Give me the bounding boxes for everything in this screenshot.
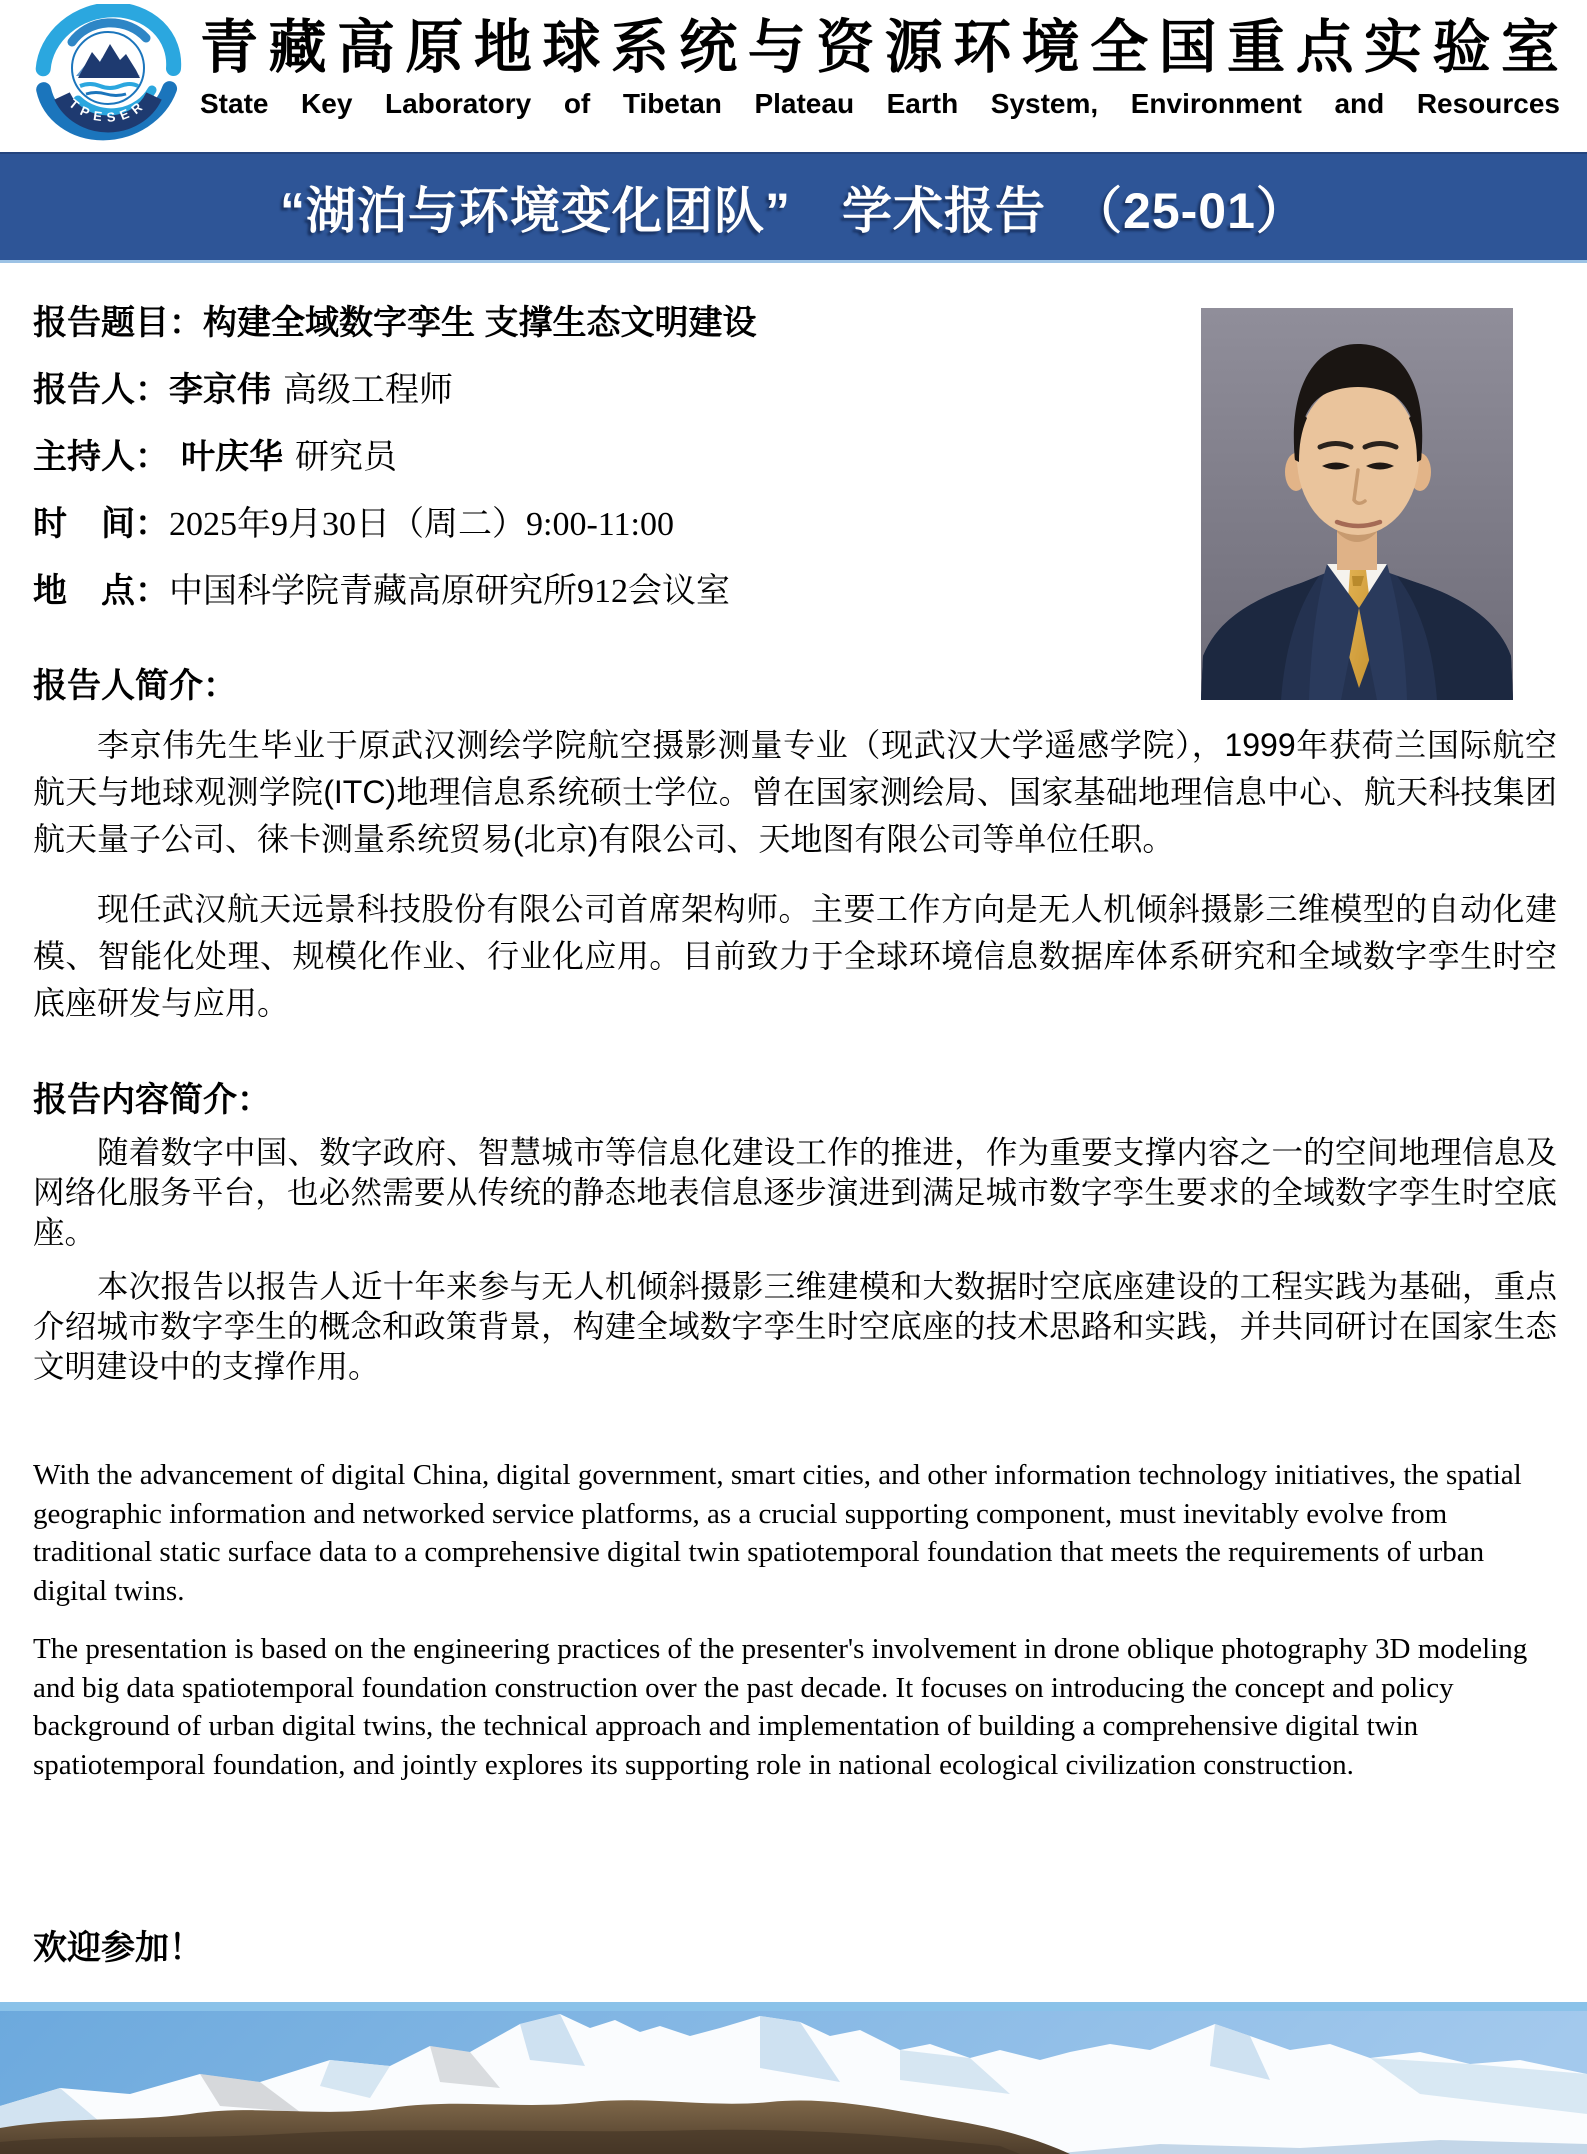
topic-label: 报告题目： <box>33 304 203 342</box>
time-label: 时 间： <box>33 505 169 543</box>
info-row-time <box>33 507 1183 542</box>
abstract-paragraph-1: 随着数字中国、数字政府、智慧城市等信息化建设工作的推进，作为重要支撑内容之一的空间地理信息及网络化服务平台，也必然需要从传统的静态地表信息逐步演进到满足城市数字孪生要求的全域数字孪生时空底座。 <box>33 1134 1557 1250</box>
abstract-en-paragraph-1: With the advancement of digital China, digital government, smart cities, and other information technology initiatives, the spatial geographic information and networked service platforms, as a crucial supporting component, must inevitably evolve from traditional static surface data to a comprehensive digital twin spatiotemporal foundation that meets the requirements of urban digital twins. <box>33 1459 1522 1607</box>
face <box>1297 381 1419 535</box>
topic-value: 构建全域数字孪生 支撑生态文明建设 <box>203 304 757 342</box>
info-row-speaker <box>33 373 1183 408</box>
abstract-paragraph-2: 本次报告以报告人近十年来参与无人机倾斜摄影三维建模和大数据时空底座建设的工程实践为基础，重点介绍城市数字孪生的概念和政策背景，构建全域数字孪生时空底座的技术思路和实践，并共同研讨在国家生态文明建设中的支撑作用。 <box>33 1268 1557 1384</box>
lab-logo-icon <box>28 4 188 148</box>
speaker-label: 报告人： <box>33 371 169 409</box>
host-name: 叶庆华 <box>181 438 283 476</box>
lab-titles <box>200 10 1560 121</box>
info-row-host <box>33 440 1183 475</box>
seminar-banner-title: “湖泊与环境变化团队” 学术报告 （25-01） <box>280 183 1307 239</box>
speaker-photo <box>1201 308 1513 700</box>
abstract-heading: 报告内容简介： <box>33 1081 271 1119</box>
bio-paragraph-2: 现任武汉航天远景科技股份有限公司首席架构师。主要工作方向是无人机倾斜摄影三维模型的自动化建模、智能化处理、规模化作业、行业化应用。目前致力于全球环境信息数据库体系研究和全域数字孪生时空底座研发与应用。 <box>33 891 1557 1021</box>
info-row-topic <box>33 306 1183 341</box>
bio-heading: 报告人简介： <box>33 667 237 705</box>
venue-label: 地 点： <box>33 572 169 610</box>
host-title: 研究员 <box>295 438 397 476</box>
welcome-text: 欢迎参加！ <box>33 1929 203 1967</box>
speaker-name: 李京伟 <box>169 371 271 409</box>
venue-value: 中国科学院青藏高原研究所912会议室 <box>169 573 730 610</box>
mountain-footer-image <box>0 2002 1587 2154</box>
time-value: 2025年9月30日（周二）9:00-11:00 <box>169 506 674 543</box>
seminar-banner <box>0 152 1587 263</box>
host-label: 主持人： <box>33 438 169 476</box>
abstract-en-paragraph-2: The presentation is based on the engineering practices of the presenter's involvement in drone oblique photography 3D modeling and big data spatiotemporal foundation construction over the past decade. It focuses on introducing the concept and policy background of urban digital twins, the technical approach and implementation of building a comprehensive digital twin spatiotemporal foundation, and jointly explores its supporting role in national ecological civilization construction. <box>33 1633 1528 1781</box>
logo-tpeser-text: TPESER <box>66 95 150 125</box>
speaker-title: 高级工程师 <box>283 371 453 409</box>
lab-title-cn: 青藏高原地球系统与资源环境全国重点实验室 <box>200 15 1560 80</box>
lab-title-en: State Key Laboratory of Tibetan Plateau Earth System, Environment and Resources <box>200 88 1560 119</box>
info-row-venue <box>33 574 1183 609</box>
bio-paragraph-1: 李京伟先生毕业于原武汉测绘学院航空摄影测量专业（现武汉大学遥感学院），1999年获荷兰国际航空航天与地球观测学院(ITC)地理信息系统硕士学位。曾在国家测绘局、国家基础地理信息中心、航天科技集团航天量子公司、徕卡测量系统贸易(北京)有限公司、天地图有限公司等单位任职。 <box>33 727 1557 857</box>
seminar-info <box>33 306 1183 641</box>
